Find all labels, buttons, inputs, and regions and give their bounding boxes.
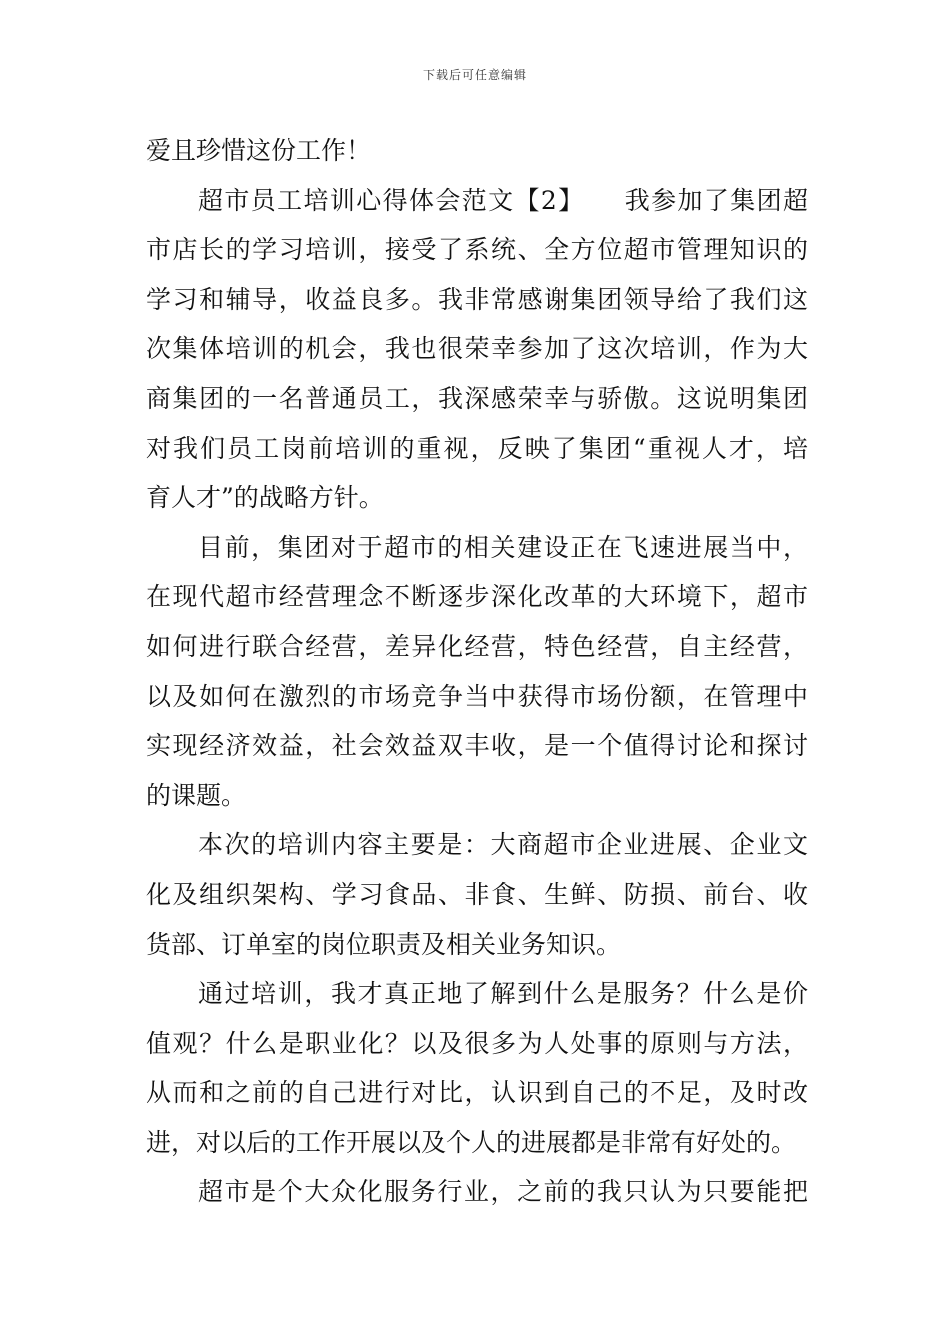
text-line: 商集团的一名普通员工，我深感荣幸与骄傲。这说明集团 [146, 383, 808, 413]
text-line: 以及如何在激烈的市场竞争当中获得市场份额，在管理中 [146, 681, 808, 711]
text-line: 对我们员工岗前培训的重视，反映了集团“重视人才，培 [146, 433, 808, 463]
text-line: 的课题。 [146, 780, 247, 810]
text-line: 进，对以后的工作开展以及个人的进展都是非常有好处的。 [146, 1127, 797, 1157]
text-line: 值观？什么是职业化？以及很多为人处事的原则与方法， [146, 1028, 808, 1058]
text-line: 实现经济效益，社会效益双丰收，是一个值得讨论和探讨 [146, 731, 808, 761]
text-line: 市店长的学习培训，接受了系统、全方位超市管理知识的 [146, 235, 808, 265]
text-line: 超市是个大众化服务行业，之前的我只认为只要能把 [198, 1177, 808, 1207]
text-line: 在现代超市经营理念不断逐步深化改革的大环境下，超市 [146, 582, 808, 612]
text-line: 货部、订单室的岗位职责及相关业务知识。 [146, 929, 622, 959]
text-line: 育人才”的战略方针。 [146, 483, 384, 513]
text-line: 如何进行联合经营，差异化经营，特色经营，自主经营， [146, 631, 808, 661]
text-line: 目前，集团对于超市的相关建设正在飞速进展当中， [198, 532, 808, 562]
text-line: 通过培训，我才真正地了解到什么是服务？什么是价 [198, 979, 808, 1009]
text-line: 从而和之前的自己进行对比，认识到自己的不足，及时改 [146, 1078, 808, 1108]
text-line: 爱且珍惜这份工作！ [146, 136, 372, 165]
page-header: 下载后可任意编辑 [422, 68, 527, 82]
text-line: 学习和辅导，收益良多。我非常感谢集团领导给了我们这 [146, 284, 808, 314]
text-line: 本次的培训内容主要是：大商超市企业进展、企业文 [198, 830, 808, 860]
text-line: 超市员工培训心得体会范文【2】 我参加了集团超 [198, 185, 808, 215]
text-line: 化及组织架构、学习食品、非食、生鲜、防损、前台、收 [146, 879, 808, 909]
text-line: 次集体培训的机会，我也很荣幸参加了这次培训，作为大 [146, 334, 808, 364]
document-body [146, 126, 808, 1217]
